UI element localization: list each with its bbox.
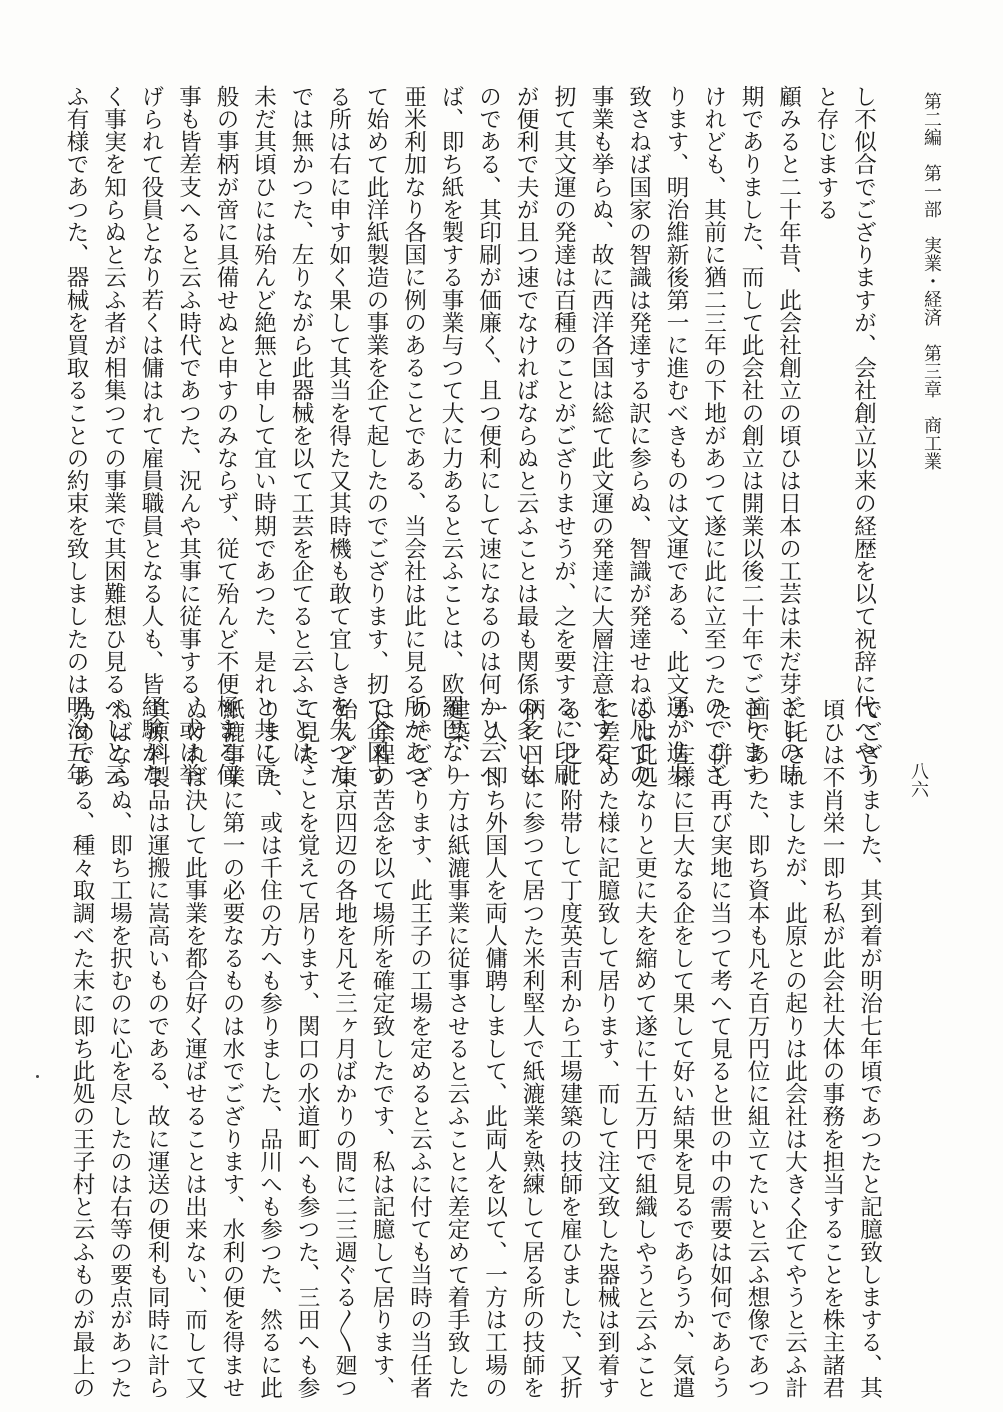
text-column: し不似合でござりますが、会社創立以来の経歴を以て祝辞に代へやう [850, 85, 877, 786]
text-column: 頃ひは不肖栄一即ち私が此会社大体の事務を担当することを株主諸君 [819, 698, 846, 1399]
text-column: 一人、即ち外国人を両人傭聘しまして、此両人を以て、一方は工場の [481, 698, 508, 1399]
text-column: 殆んど東京四辺の各地を凡そ三ヶ月ばかりの間に二三週ぐる〳〵廻つ [331, 698, 358, 1399]
text-column: る所は右に申す如く果して其当を得た又其時機も敢て宜しきを失つた [325, 85, 352, 786]
text-column: て始めて此洋紙製造の事業を企て起したのでござります、扨て企図す [363, 85, 390, 786]
text-column: ねばならぬ、即ち工場を択むのに心を尽したのは右等の要点があつた [106, 698, 133, 1399]
text-column: 柄に日本に参つて居つた米利堅人で紙漉業を熟練して居る所の技師を [519, 698, 546, 1399]
text-column: く事実を知らぬと云ふ者が相集つての事業で其困難想ひ見るべしと云 [100, 85, 127, 786]
text-column: 顧みると二十年昔、此会社創立の頃ひは日本の工芸は未だ芽ざしの時 [775, 85, 802, 786]
running-header: 第二編 第一部 実業・経済 第三章 商工業 [921, 92, 942, 470]
text-column: でござりました、其到着が明治七年頃であつたと記臆致しまする、其 [856, 698, 883, 1399]
text-column: て見たことを覚えて居ります、関口の水道町へも参つた、三田へも参 [294, 698, 321, 1399]
text-column: に差定めた様に記臆致して居ります、而して注文致した器械は到着す [594, 698, 621, 1399]
text-column: 事も皆差支へると云ふ時代であつた、況んや其事に従事する、或は挙 [175, 85, 202, 786]
text-column: では無かつた、左りながら此器械を以て工芸を企てると云ふことは、 [288, 85, 315, 786]
text-column: た、併し再び実地に当つて考へて見ると世の中の需要は如何であらう [706, 698, 733, 1399]
text-column: 未だ其頃ひには殆んど絶無と申して宜い時期であつた、是れと共に百 [250, 85, 277, 786]
text-column: 事業も挙らぬ、故に西洋各国は総て此文運の発達に大層注意をする、 [588, 85, 615, 786]
text-column: か、左様に巨大なる企をして果して好い結果を見るであらうか、気遣 [669, 698, 696, 1399]
text-column: 画であつた、即ち資本も凡そ百万円位に組立てたいと云ふ想像であつ [744, 698, 771, 1399]
text-column: 建築、一方は紙漉事業に従事させると云ふことに差定めて着手致した [444, 698, 471, 1399]
text-column: ります、明治維新後第一に進むべきものは文運である、此文運が進歩 [663, 85, 690, 786]
text-column: 致さねば国家の智識は発達する訳に参らぬ、智識が発達せねば凡ての [625, 85, 652, 786]
text-column: は余程の苦念を以て場所を確定致したです、私は記臆して居ります、 [369, 698, 396, 1399]
text-column: 亜米利加なり各国に例のあることである、当会社は此に見る所があつ [400, 85, 427, 786]
page-number: 八六 [908, 762, 929, 798]
text-column: ぬければ決して此事業を都合好く運ばせることは出来ない、而して又 [181, 698, 208, 1399]
text-column: が便利で夫が且つ速でなければならぬと云ふことは最も関係の多いも [513, 85, 540, 786]
text-column: と存じまする [813, 85, 840, 221]
text-column: げられて役員となり若くは傭はれて雇員職員となる人も、皆経験がな [138, 85, 165, 786]
text-column: 期でありました、而して此会社の創立は開業以後二十年でござります [738, 85, 765, 786]
text-column: のである、其印刷が価廉く、且つ便利にして速になるのは何かと云へ [475, 85, 502, 786]
text-column: ふ有様であつた、器械を買取ることの約束を致しましたのは明治五年 [63, 85, 90, 786]
text-column: る、之に附帯して丁度英吉利から工場建築の技師を雇ひました、又折 [556, 698, 583, 1399]
text-column: りました、或は千住の方へも参りました、品川へも参つた、然るに此 [256, 698, 283, 1399]
text-column: に托されましたが、此原との起りは此会社は大きく企てやうと云ふ計 [781, 698, 808, 1399]
text-column: ば、即ち紙を製する事業与つて大に力あると云ふことは、欧羅巴なり [438, 85, 465, 786]
text-column: 般の事柄が啻に具備せぬと申すのみならず、従て殆んど不便極まる何 [213, 85, 240, 786]
text-column: 扨て其文運の発達は百種のことがござりませうが、之を要するに印刷 [550, 85, 577, 786]
ink-speck [36, 1075, 39, 1078]
text-column: 其原料製品は運搬に嵩高いものである、故に運送の便利も同時に計ら [144, 698, 171, 1399]
text-column: のでござります、此王子の工場を定めると云ふに付ても当時の当任者 [406, 698, 433, 1399]
text-column: ひは此処なりと更に夫を縮めて遂に十五万円で組織しやうと云ふこと [631, 698, 658, 1399]
text-column: 為めである、種々取調べた末に即ち此処の王子村と云ふものが最上の [69, 698, 96, 1399]
text-column: 紙漉事業に第一の必要なるものは水でござります、水利の便を得ませ [219, 698, 246, 1399]
text-column: けれども、其前に猶二三年の下地があつて遂に此に立至つたのでござ [700, 85, 727, 786]
